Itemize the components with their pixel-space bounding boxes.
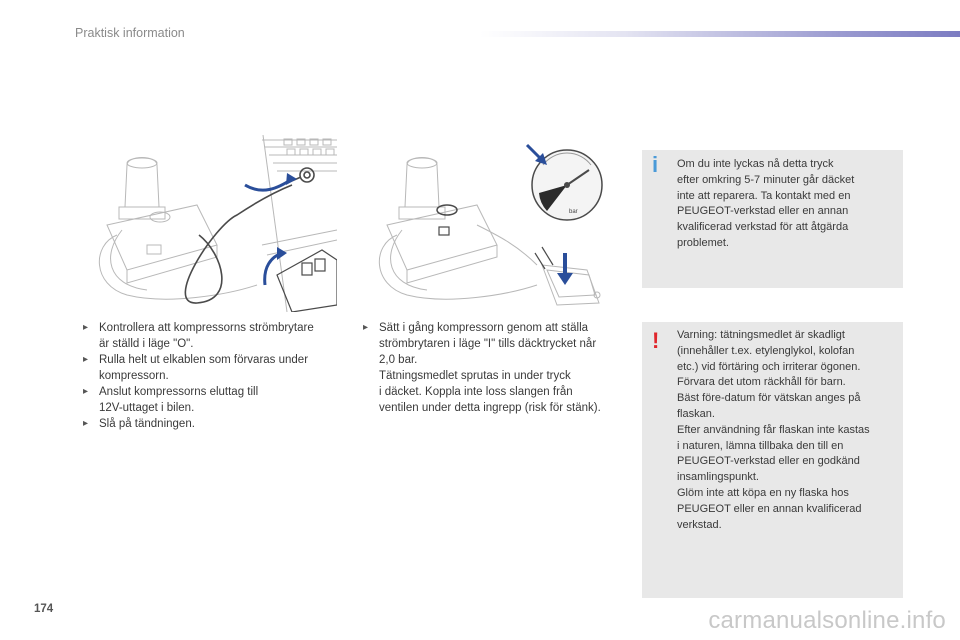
warning-note-text: Varning: tätningsmedlet är skadligt (innehåller t.ex. etylenglykol, kolofan etc.) vid förtäring och irriterar ögonen. Förvara det utom räckhåll för barn. Bäst före-datum för vätskan anges på flaskan. Efter användning får flaskan inte kastas i naturen, lämna tillbaka den till en PEUGEOT-verkstad eller en godkänd insamlingspunkt. Glöm inte att köpa en ny flaska hos PEUGEOT eller en annan kvalificerad verkstad. [677,329,870,531]
bullet-icon: ▸ [363,322,369,333]
left-instruction-list [83,320,345,432]
warning-icon: ! [652,328,660,353]
header-accent-bar [480,31,960,37]
info-note [642,150,903,288]
list-item: ▸ Rulla helt ut elkablen som förvaras under kompressorn. [83,354,309,382]
section-title: Praktisk information [75,26,185,40]
compressor-cable-illustration [87,135,337,312]
gauge-unit-label: bar [569,209,578,215]
list-item: ▸ Sätt i gång kompressorn genom att ställa strömbrytaren i läge "I" tills däcktrycket når 2,0 bar. Tätningsmedlet sprutas in under tryck i däcket. Koppla inte loss slangen från ventilen under detta ingrepp (risk för stänk). [363,322,601,414]
list-item: ▸ Anslut kompressorns eluttag till 12V-uttaget i bilen. [83,386,259,414]
bullet-icon: ▸ [83,322,89,333]
bullet-icon: ▸ [83,386,89,397]
list-item: ▸ Slå på tändningen. [83,418,195,430]
list-item: ▸ Kontrollera att kompressorns strömbrytare är ställd i läge "O". [83,322,314,350]
page-number: 174 [34,603,54,615]
warning-note [642,322,903,598]
watermark-text: carmanualsonline.info [708,607,946,634]
info-icon: i [652,152,659,177]
bullet-icon: ▸ [83,418,89,429]
middle-instruction-list [363,320,627,416]
bullet-icon: ▸ [83,354,89,365]
compressor-gauge-illustration [367,135,617,312]
info-note-text: Om du inte lyckas nå detta tryck efter omkring 5-7 minuter går däcket inte att reparera. Ta kontakt med en PEUGEOT-verkstad eller en annan kvalificerad verkstad för att åtgärda problemet. [677,158,855,249]
